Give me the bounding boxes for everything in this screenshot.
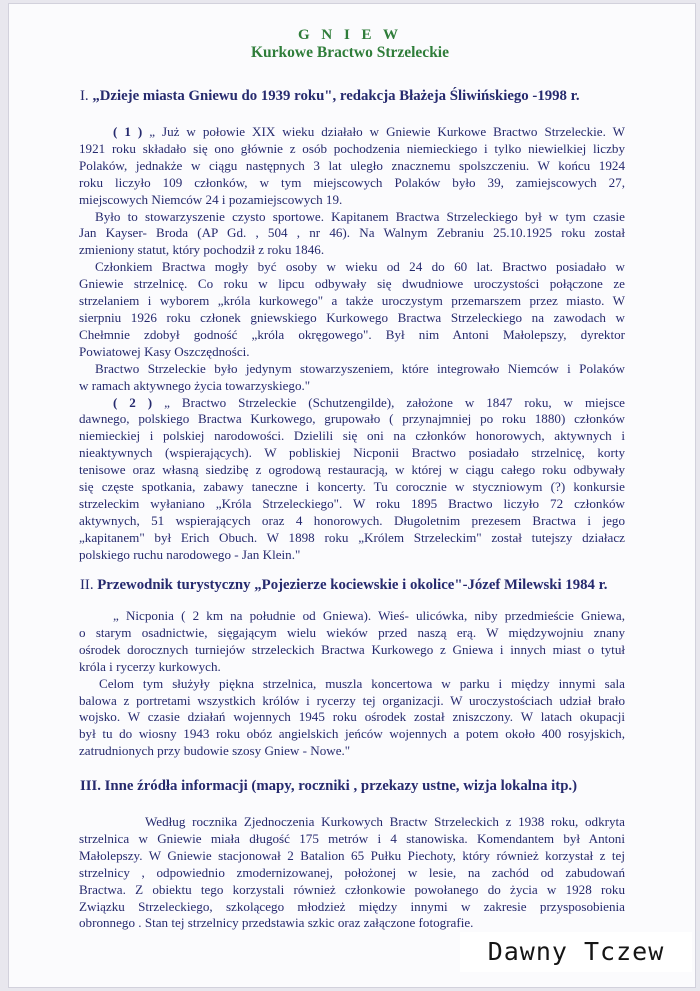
- text-line: balowa z portretami wszystkich królów i rycerzy tej organizacji. W uroczystościach udział brało: [79, 692, 625, 708]
- text-line: dawnego, polskiego Bractwa Kurkowego, grupowało ( przynajmniej po roku 1880) członków: [79, 411, 625, 427]
- text-line: Chełmnie zdobył godność „króla okręgowego". Był nim Antoni Małolepszy, dyrektor: [79, 326, 625, 342]
- section-1-title: „Dzieje miasta Gniewu do 1939 roku", redakcja Błażeja Śliwińskiego -1998 r.: [92, 88, 580, 104]
- section-1-text: [79, 124, 625, 564]
- text-line: o starym osadnictwie, sięgającym wielu wieków przed naszą erą. W międzywojniu znany: [79, 624, 625, 640]
- text-line: strzelaniem i wyborem „króla kurkowego" a także uroczystym przemarszem przez miasto. W: [79, 293, 625, 309]
- text-line: miejscowych Niemców 24 i pozamiejscowych 19.: [79, 191, 343, 207]
- text-line: strzelnicy , odpowiednio zmodernizowanej, położonej w lesie, na zachód od zabudowań: [79, 864, 625, 880]
- text-line: „kapitanem" był Erich Obuch. W 1898 roku „Królem Strzeleckim" został tutejszy działacz: [79, 529, 625, 545]
- section-1-number: I.: [80, 88, 89, 104]
- text-line: się częste spotkania, zabawy taneczne i koncerty. Tu corocznie w styczniowym (?) konkursie: [79, 479, 625, 495]
- text-line: Małolepszy. W Gniewie stacjonował 2 Batalion 65 Pułku Piechoty, który również korzystał z tej: [79, 847, 625, 863]
- text-line: Związku Strzeleckiego, szkolącego młodzież między innymi w zakresie przysposobienia: [79, 898, 625, 914]
- section-3-text: [79, 814, 625, 932]
- section-2-heading: [80, 577, 608, 594]
- paragraph-number: ( 2 ): [113, 394, 153, 410]
- text-line: sierpniu 1926 roku członek gniewskiego Kurkowego Bractwa Strzeleckiego na zawodach w: [79, 309, 625, 325]
- text-line: zmieniony statut, który pochodził z roku 1846.: [79, 242, 325, 258]
- section-3-title: III. Inne źródła informacji (mapy, roczniki , przekazy ustne, wizja lokalna itp.): [80, 778, 578, 794]
- text-line: w ramach aktywnego życia towarzyskiego.": [79, 377, 311, 393]
- text-line: 1921 roku składało się ono głównie z osób pochodzenia niemieckiego i tylko niewielkiej liczby: [79, 140, 625, 156]
- text-line: Powiatowej Kasy Oszczędności.: [79, 343, 250, 359]
- text-line: Było to stowarzyszenie czysto sportowe. Kapitanem Bractwa Strzeleckiego był w tym czasie: [95, 208, 625, 224]
- text-line: „ Nicponia ( 2 km na południe od Gniewa). Wieś- ulicówka, niby przedmieście Gniewa,: [113, 608, 625, 623]
- text-line: zatrudnionych przy budowie szosy Gniew - Nowe.": [79, 743, 351, 759]
- text-line: aktywnych, 51 wspierających oraz 4 honorowych. Długoletnim prezesem Bractwa i jego: [79, 512, 625, 528]
- text-line: Gniewie strzelnicę. Co roku w lipcu odbywały się dwudniowe uroczystości połączone ze: [79, 276, 625, 292]
- section-2-number: II.: [80, 577, 94, 593]
- text-line: wojsko. W czasie działań wojennych 1945 roku ośrodek został zniszczony. W latach okupacji: [79, 709, 625, 725]
- text-line: [79, 124, 625, 141]
- text-line: strzelnica w Gniewie miała długość 175 metrów i 4 stanowiska. Komendantem był Antoni: [79, 830, 625, 846]
- document-title: G N I E W: [297, 27, 403, 43]
- document-subtitle: Kurkowe Bractwo Strzeleckie: [251, 44, 449, 61]
- text-line: Bractwo Strzeleckie było jedynym stowarzyszeniem, które integrowało Niemców i Polaków: [95, 360, 625, 376]
- text-line: ośrodek dorocznych turniejów strzeleckich Bractwa Kurkowego z Gniewa i innych miast o tytuł: [79, 641, 625, 657]
- text-line: tenisowe oraz własną siedzibę z ogrodową restauracją, w której w ciągu całego roku odbywały: [79, 462, 625, 478]
- text-line: [79, 395, 625, 412]
- text-line: polskiego ruchu narodowego - Jan Klein.": [79, 546, 301, 562]
- text-line: Bractwa. Z obiektu tego korzystali również członkowie powołanego do życia w 1928 roku: [79, 881, 625, 897]
- watermark-label: Dawny Tczew: [460, 932, 692, 972]
- section-3-heading: [80, 778, 577, 795]
- text-line: niemieckiej i polskiej narodowości. Dzielili się oni na członków honorowych, aktywnych i: [79, 428, 625, 444]
- text-line: Według rocznika Zjednoczenia Kurkowych Bractw Strzeleckich z 1938 roku, odkryta: [145, 814, 625, 829]
- text-line: Polaków, jednakże w ciągu następnych 3 lat uległo znacznemu spolszczeniu. W końcu 1924: [79, 157, 625, 173]
- section-1-heading: [80, 88, 580, 105]
- text-line: Członkiem Bractwa mogły być osoby w wieku od 24 do 60 lat. Bractwo posiadało w: [95, 259, 625, 275]
- text-line: Celom tym służyły piękna strzelnica, muszla koncertowa w parku i między innymi sala: [99, 675, 625, 691]
- text-line-rest: „ Już w połowie XIX wieku działało w Gniewie Kurkowe Bractwo Strzeleckie. W: [142, 124, 625, 139]
- text-line: nieaktywnych (wspierających). W pobliskiej Nicponii Bractwo posiadało strzelnicę, korty: [79, 445, 625, 461]
- text-line-rest: „ Bractwo Strzeleckie (Schutzengilde), założone w 1847 roku, w miejsce: [152, 394, 625, 410]
- section-2-title: Przewodnik turystyczny „Pojezierze kociewskie i okolice"-Józef Milewski 1984 r.: [97, 577, 608, 593]
- text-line: strzeleckim wyłaniano „Króla Strzeleckiego". W roku 1895 Bractwo liczyło 72 członków: [79, 495, 625, 511]
- text-line: roku liczyło 109 członków, w tym miejscowych Polaków było 39, zamiejscowych 27,: [79, 174, 625, 190]
- text-line: króla i rycerzy kurkowych.: [79, 658, 221, 674]
- paragraph-number: ( 1 ): [113, 124, 143, 139]
- text-line: obronnego . Stan tej strzelnicy przedstawia szkic oraz załączone fotografie.: [79, 915, 474, 931]
- text-line: Jan Kayser- Broda (AP Gd. , 504 , nr 46). Na Walnym Zebraniu 25.10.1925 roku został: [79, 225, 625, 241]
- text-line: był tu do wiosny 1943 roku obóz angielskich jeńców wojennych a potem około 400 rosyjskich,: [79, 726, 625, 742]
- section-2-text: [79, 608, 625, 760]
